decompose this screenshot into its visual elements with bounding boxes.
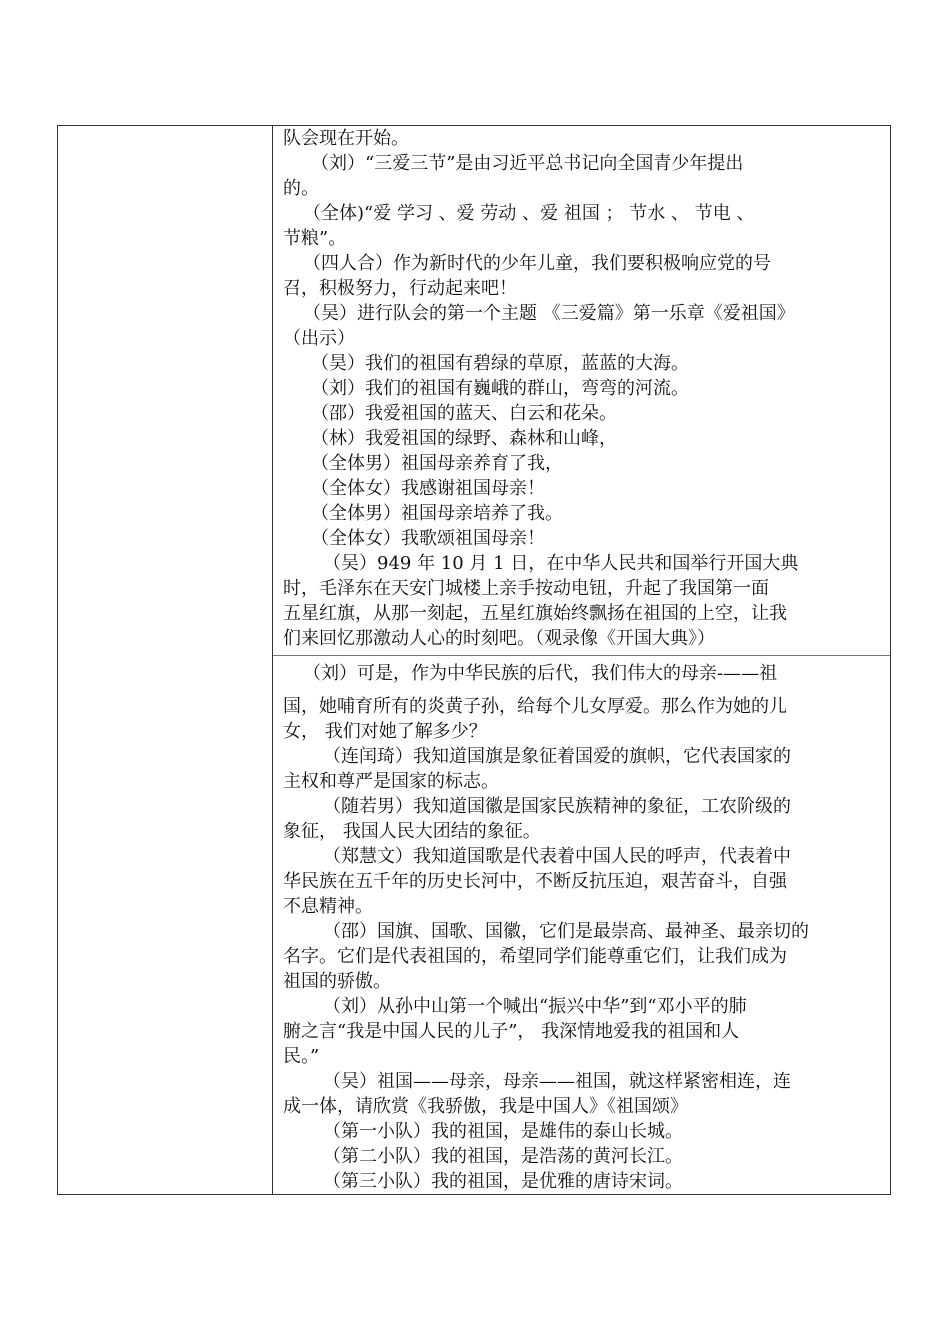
text-line: （刘）我们的祖国有巍峨的群山，弯弯的河流。 bbox=[311, 378, 689, 399]
text-line: 象征， 我国人民大团结的象征。 bbox=[283, 821, 541, 842]
text-line: （刘）“三爱三节”是由习近平总书记向全国青少年提出 bbox=[311, 153, 744, 174]
left-empty-column bbox=[58, 126, 273, 1194]
text-line: 队会现在开始。 bbox=[283, 128, 409, 149]
text-line: （郑慧文）我知道国歌是代表着中国人民的呼声，代表着中 bbox=[323, 846, 791, 867]
content-column bbox=[273, 126, 890, 1194]
text-line: 女， 我们对她了解多少？ bbox=[283, 721, 487, 742]
document-table bbox=[57, 125, 891, 1195]
text-line: （刘）可是，作为中华民族的后代，我们伟大的母亲-——祖 bbox=[303, 663, 778, 684]
text-line: 腑之言“我是中国人民的儿子”， 我深情地爱我的祖国和人 bbox=[283, 1021, 740, 1042]
text-line: 召，积极努力，行动起来吧！ bbox=[283, 278, 517, 299]
text-line: 时，毛泽东在天安门城楼上亲手按动电钮，升起了我国第一面 bbox=[283, 578, 769, 599]
text-line: （全体男）祖国母亲培养了我。 bbox=[311, 503, 563, 524]
text-line: （四人合）作为新时代的少年儿童，我们要积极响应党的号 bbox=[303, 253, 771, 274]
text-line: 名字。它们是代表祖国的，希望同学们能尊重它们，让我们成为 bbox=[283, 946, 787, 967]
text-line: 主权和尊严是国家的标志。 bbox=[283, 771, 499, 792]
text-line: （出示） bbox=[283, 328, 355, 349]
text-line: （吴）进行队会的第一个主题 《三爱篇》第一乐章《爱祖国》 bbox=[303, 303, 795, 324]
text-line: 节粮”。 bbox=[283, 228, 347, 249]
lower-content-cell bbox=[273, 656, 890, 1194]
text-line: （刘）从孙中山第一个喊出“振兴中华”到“邓小平的肺 bbox=[323, 996, 747, 1017]
text-line: 们来回忆那激动人心的时刻吧。（观录像《开国大典》） bbox=[283, 628, 715, 649]
text-line: 不息精神。 bbox=[283, 896, 373, 917]
text-line: 华民族在五千年的历史长河中，不断反抗压迫，艰苦奋斗，自强 bbox=[283, 871, 787, 892]
text-line: （第二小队）我的祖国，是浩荡的黄河长江。 bbox=[323, 1146, 683, 1167]
text-line: 五星红旗，从那一刻起，五星红旗始终飘扬在祖国的上空，让我 bbox=[283, 603, 787, 624]
text-line: （邵）国旗、国歌、国徽，它们是最崇高、最神圣、最亲切的 bbox=[323, 921, 809, 942]
text-line: （吴）949 年 10 月 1 日，在中华人民共和国举行开国大典 bbox=[323, 553, 799, 574]
text-line: （林）我爱祖国的绿野、森林和山峰， bbox=[311, 428, 617, 449]
upper-content-cell bbox=[273, 126, 890, 656]
text-line: （全体男）祖国母亲养育了我， bbox=[311, 453, 563, 474]
text-line: （随若男）我知道国徽是国家民族精神的象征，工农阶级的 bbox=[323, 796, 791, 817]
text-line: （吴）祖国——母亲，母亲——祖国，就这样紧密相连，连 bbox=[323, 1071, 791, 1092]
text-line: （昊）我们的祖国有碧绿的草原，蓝蓝的大海。 bbox=[311, 353, 689, 374]
text-line: 成一体，请欣赏《我骄傲，我是中国人》《祖国颂》 bbox=[283, 1096, 688, 1117]
text-line: （第一小队）我的祖国，是雄伟的泰山长城。 bbox=[323, 1121, 683, 1142]
text-line: 民。” bbox=[283, 1046, 320, 1067]
text-line: 祖国的骄傲。 bbox=[283, 971, 391, 992]
text-line: （第三小队）我的祖国，是优雅的唐诗宋词。 bbox=[323, 1171, 683, 1192]
text-line: 的。 bbox=[283, 178, 319, 199]
text-line: （全体女）我歌颂祖国母亲！ bbox=[311, 528, 545, 549]
text-line: （全体女）我感谢祖国母亲！ bbox=[311, 478, 545, 499]
text-line: 国，她哺育所有的炎黄子孙，给每个儿女厚爱。那么作为她的儿 bbox=[283, 696, 787, 717]
text-line: （邵）我爱祖国的蓝天、白云和花朵。 bbox=[311, 403, 617, 424]
text-line: （连闰琦）我知道国旗是象征着国爱的旗帜，它代表国家的 bbox=[323, 746, 791, 767]
text-line: （全体)“爱 学习 、爱 劳动 、爱 祖国 ； 节水 、 节电 、 bbox=[303, 203, 755, 224]
